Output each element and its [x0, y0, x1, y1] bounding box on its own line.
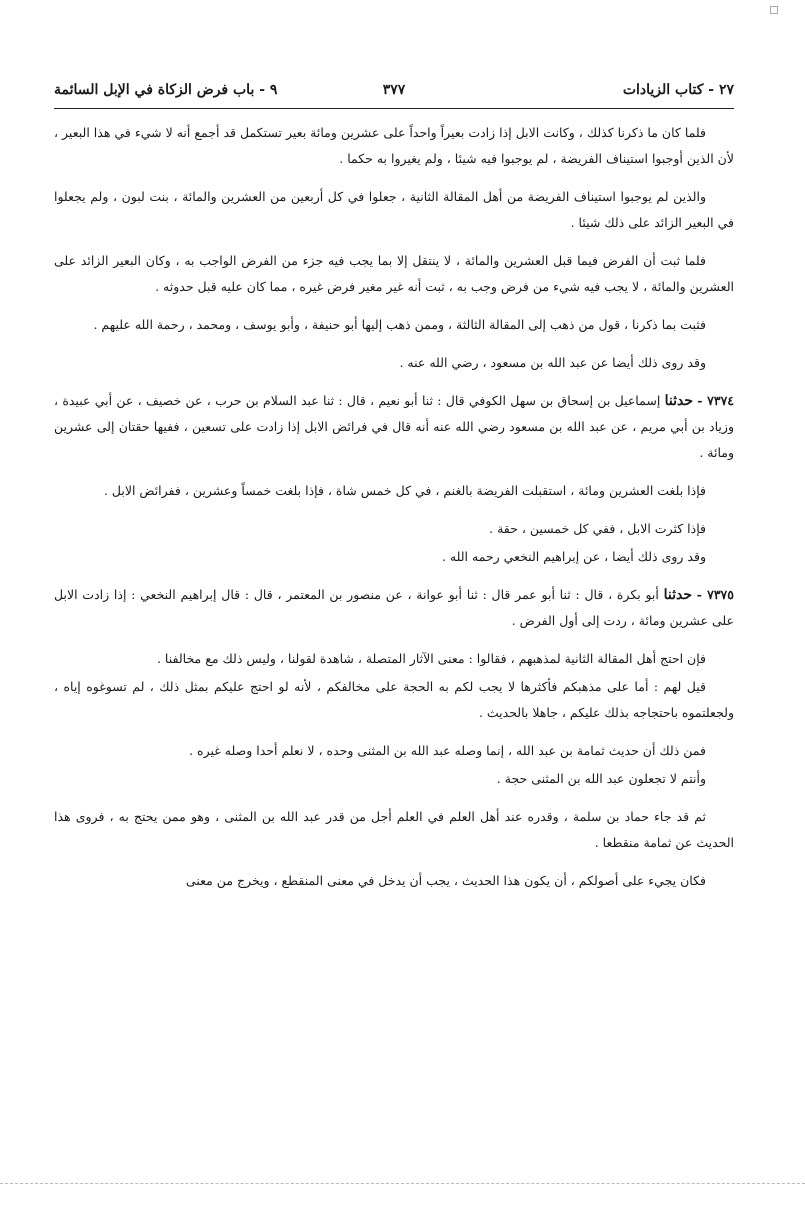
hadith-7374-line-a: فإذا كثرت الابل ، ففي كل خمسين ، حقة .: [489, 521, 706, 536]
paragraph-4: فثبت بما ذكرنا ، قول من ذهب إلى المقالة الثالثة ، وممن ذهب إليها أبو حنيفة ، وأبو يوسف ، ومحمد ، رحمة الله عليهم .: [93, 317, 706, 332]
hadith-number: ٧٣٧٥ -: [696, 587, 734, 602]
scan-edge: [0, 1183, 805, 1184]
closing-paragraph-2: قيل لهم : أما على مذهبكم فأكثرها لا يجب لكم به الحجة على مخالفكم ، لأنه لو احتج عليكم بمثل ذلك ، لم تسوغوه إياه ، ولجعلتموه باحتجاجه بذلك عليكم ، جاهلا بالحديث .: [54, 679, 734, 720]
hadith-text: أبو بكرة ، قال : ثنا أبو عمر قال : ثنا أبو عوانة ، عن منصور بن المعتمر ، قال : قال إبراهيم النخعي : إذا زادت الابل على عشرين ومائة ، ردت إلى أول الفرض .: [54, 587, 734, 628]
hadith-7374: [54, 388, 734, 466]
closing-paragraph-1: فإن احتج أهل المقالة الثانية لمذهبهم ، فقالوا : معنى الآثار المتصلة ، شاهدة لقولنا ، وليس ذلك مع مخالفنا .: [156, 651, 706, 666]
header-book-title: ٢٧ - كتاب الزيادات: [622, 82, 734, 98]
haddatha-label: حدثنا: [663, 587, 693, 603]
closing-paragraph-3: فمن ذلك أن حديث ثمامة بن عبد الله ، إنما وصله عبد الله بن المثنى وحده ، لا نعلم أحدا وصله غيره .: [189, 743, 706, 758]
paragraph-3: فلما ثبت أن الفرض فيما قبل العشرين والمائة ، لا ينتقل إلا بما يجب فيه جزء من الفرض الواجب به ، وكان البعير الزائد على العشرين والمائة ، لا يجب فيه شيء من فرض وجب به ، ثبت أنه غير مغير فرض غيره ، مما كان عليه قبل حدوثه .: [54, 253, 734, 294]
page-number: ٣٧٧: [382, 82, 406, 98]
closing-paragraph-6: فكان يجيء على أصولكم ، أن يكون هذا الحديث ، يجب أن يدخل في معنى المنقطع ، ويخرج من معنى: [185, 873, 706, 888]
hadith-7374-line-b: وقد روى ذلك أيضا ، عن إبراهيم النخعي رحمه الله .: [441, 549, 706, 564]
hadith-7375: [54, 582, 734, 634]
paragraph-1: فلما كان ما ذكرنا كذلك ، وكانت الابل إذا زادت بعيراً واحداً على عشرين ومائة بعير تستكمل قد أجمع أنه لا شيء في هذا البعير ، لأن الذين أوجبوا استيناف الفريضة ، لم يوجبوا فيه شيئا ، ولم يغيروا به حكما .: [54, 125, 734, 166]
closing-paragraph-4: وأنتم لا تجعلون عبد الله بن المثنى حجة .: [496, 771, 706, 786]
closing-paragraph-5: ثم قد جاء حماد بن سلمة ، وقدره عند أهل العلم في العلم أجل من قدر عبد الله بن المثنى ، وهو ممن يحتج به ، فروى هذا الحديث عن ثمامة منقطعا .: [54, 809, 734, 850]
hadith-number: ٧٣٧٤ -: [697, 393, 734, 408]
haddatha-label: حدثنا: [664, 393, 693, 409]
hadith-7374-continuation: فإذا بلغت العشرين ومائة ، استقبلت الفريضة بالغنم ، في كل خمس شاة ، فإذا بلغت خمساً وعشرين ، ففرائض الابل .: [103, 483, 706, 498]
paragraph-2: والذين لم يوجبوا استيناف الفريضة من أهل المقالة الثانية ، جعلوا في كل أربعين من العشرين والمائة ، بنت لبون ، ولم يجعلوا في البعير الزائد على ذلك شيئا .: [54, 189, 734, 230]
corner-mark: [770, 6, 778, 14]
running-header: [54, 76, 734, 104]
header-chapter-title: ٩ - باب فرض الزكاة في الإبل السائمة: [54, 82, 278, 98]
hadith-text: إسماعيل بن إسحاق بن سهل الكوفي قال : ثنا أبو نعيم ، قال : ثنا عبد السلام بن حرب ، عن خصيف ، عن أبي عبيدة ، وزياد بن أبي مريم ، عن عبد الله بن مسعود رضي الله عنه أنه قال في فرائض الابل إذا زادت على تسعين ، ففيها حقتان إلى عشرين ومائة .: [54, 393, 734, 460]
header-divider: [54, 108, 734, 109]
page-body: [54, 120, 734, 906]
paragraph-5: وقد روى ذلك أيضا عن عبد الله بن مسعود ، رضي الله عنه .: [399, 355, 706, 370]
